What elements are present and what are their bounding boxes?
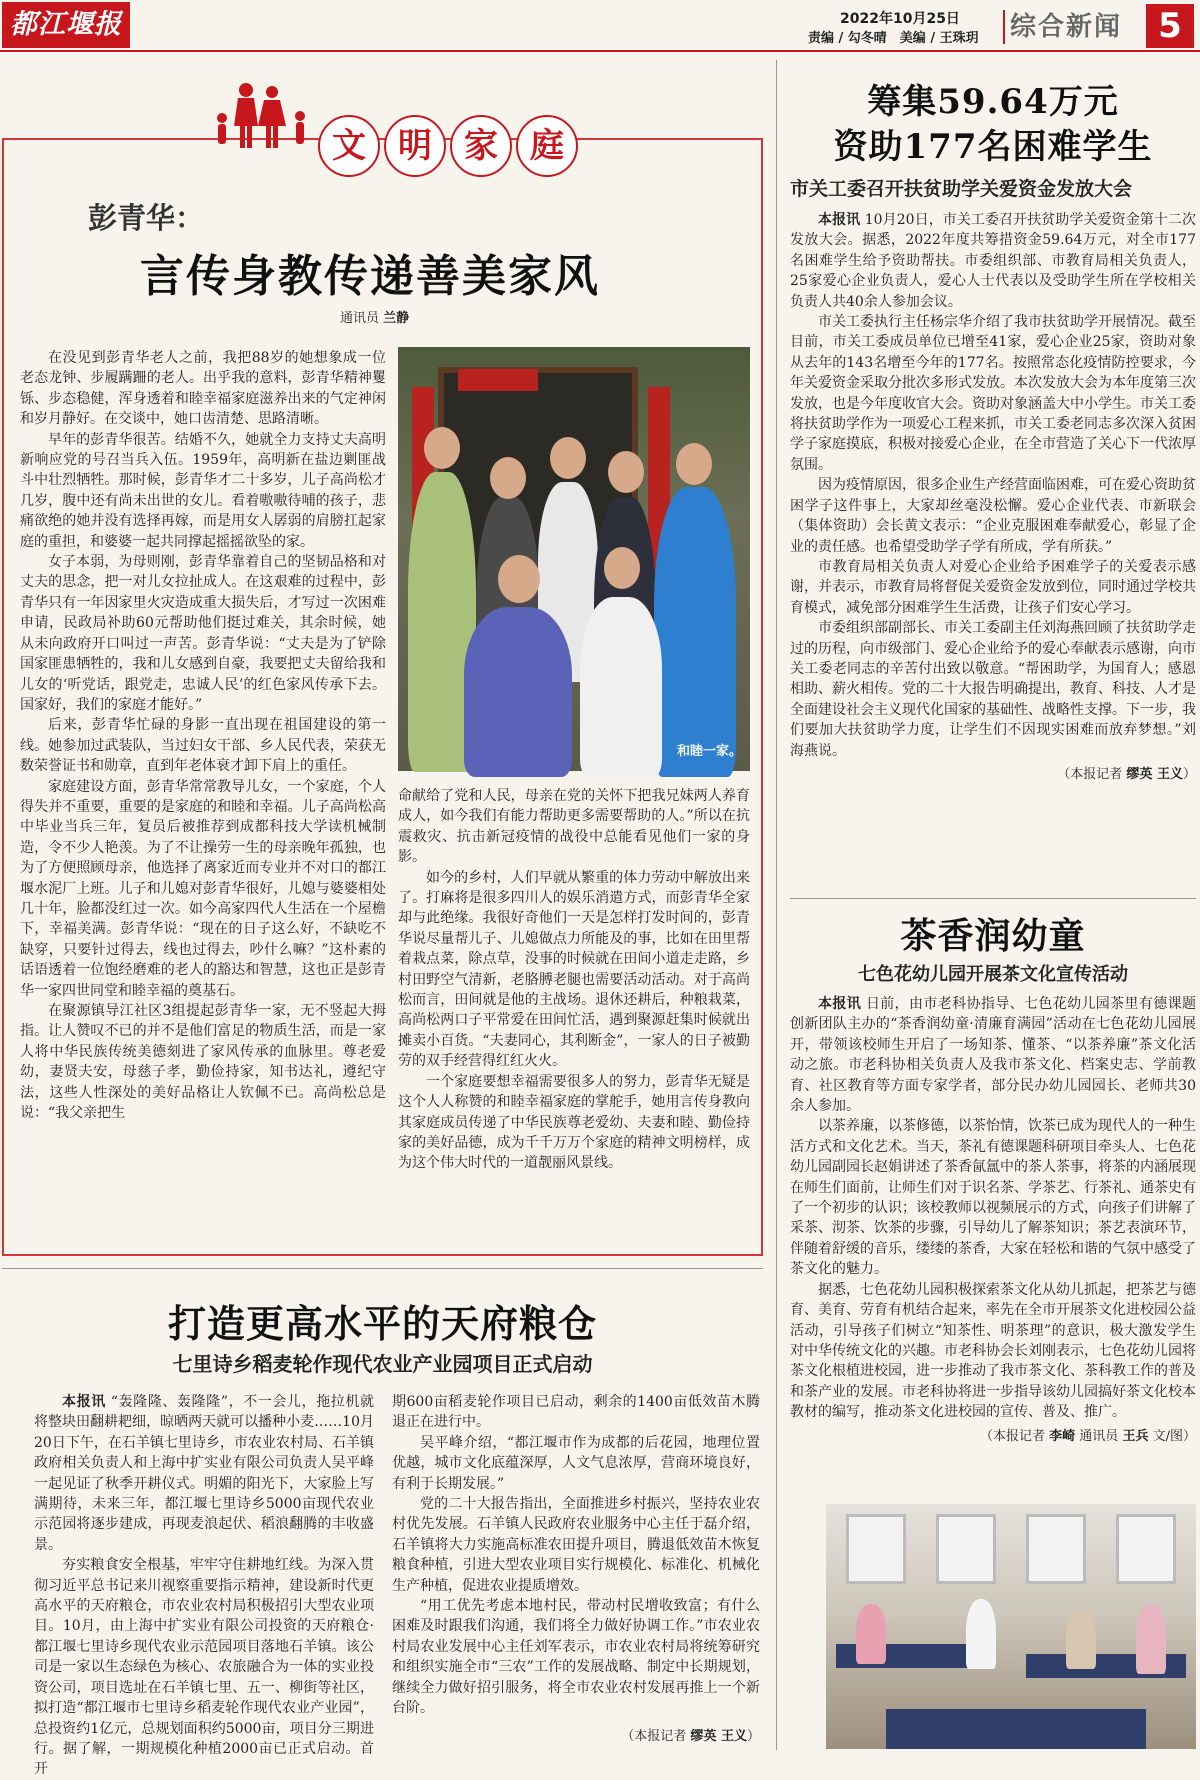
lead-tag: 本报讯 [62,1394,106,1410]
paragraph: 早年的彭青华很苦。结婚不久，她就全力支持丈夫高明新响应党的号召当兵入伍。1959年，高明新在盐边剿匪战斗中壮烈牺牲。那时候，彭青华才二十多岁，儿子高尚松才几岁，腹中还有尚未出世的女儿。看着嗷嗷待哺的孩子，悲痛欲绝的她并没有选择再嫁，而是用女人孱弱的肩膀扛起家庭的重担，和婆婆一起共同撑起摇摇欲坠的家。 [20,431,386,550]
section-divider [2,1268,763,1269]
paragraph: 家庭建设方面，彭青华常常教导儿女，一个家庭，个人得失并不重要，重要的是家庭的和睦和幸福。儿子高尚松高中毕业当兵三年，复员后被推荐到成都科技大学读机械制造，令不少人艳羡。为了不让操劳一生的母亲晚年孤独，也为了方便照顾母亲，他选择了离家近而专业并不对口的都江堰水泥厂上班。儿子和儿媳对彭青华很好，儿媳与婆婆相处几十年，脸都没红过一次。如今高家四代人生活在一个屋檐下，幸福美满。彭青华说：“现在的日子这么好，不缺吃不缺穿，只要针过得去，线也过得去，吵什么嘛？”这朴素的话语透着一位饱经磨难的老人的豁达和智慧，这也正是彭青华一家四世同堂和睦幸福的奠基石。 [20,778,386,999]
header-rule [0,50,1200,52]
photo-window [1026,1514,1086,1584]
feature-column-2 [398,786,750,1174]
story-funds [790,80,1196,782]
newspaper-logo: 都江堰报 [2,2,130,48]
paragraph: 10月20日，市关工委召开扶贫助学关爱资金第十二次发放大会。据悉，2022年度共筹措资金59.64万元，对全市177名困难学生给予资助帮扶。市委组织部、市教育局相关负责人，25家爱心企业负责人，爱心人士代表以及受助学生所在学校相关负责人共40余人参加会议。 [790,212,1197,310]
funds-body [790,210,1196,761]
photo-window [1116,1514,1176,1584]
masthead [0,0,1200,52]
paragraph: 因为疫情原因，很多企业生产经营面临困难，可在爱心资助贫困学子这件事上，大家却丝毫没松懈。爱心企业代表、市新联会（集体资助）会长黄文表示：“企业克服困难奉献爱心，彰显了企业的责任感。也希望受助学子学有所成，学有所获。” [790,477,1196,555]
paragraph: “轰隆隆、轰隆隆”，不一会儿，拖拉机就将整块田翻耕耙细，晾晒两天就可以播种小麦……10月20日下午，在石羊镇七里诗乡，市农业农村局、石羊镇政府相关负责人和上海中扩实业有限公司负责人吴平峰一起见证了秋季开耕仪式。明媚的阳光下，大家脸上写满期待，未来三年，都江堰七里诗乡5000亩现代农业示范园将逐步建成，再现麦浪起伏、稻浪翻腾的丰收盛景。 [34,1394,375,1553]
header-divider [1003,10,1005,44]
paragraph: 市关工委执行主任杨宗华介绍了我市扶贫助学开展情况。截至目前，市关工委成员单位已增至41家，爱心企业25家，资助对象从去年的143名增至今年的177名。按照常态化疫情防控要求，今年关爱资金采取分批次多形式发放。本次发放大会为本年度第三次发放，也是今年度收官大会。资助对象涵盖大中小学生。市关工委将扶贫助学作为一项爱心工程来抓，市关工委老同志多次深入贫困学子家庭摸底，积极对接爱心企业，在全市营造了关心下一代浓厚氛围。 [790,314,1196,473]
paragraph: 市教育局相关负责人对爱心企业给予困难学子的关爱表示感谢，并表示，市教育局将督促关爱资金发放到位，同时通过学校共育模式，减免部分困难学生生活费，让孩子们安心学习。 [790,558,1196,616]
feature-pre-title: 彭青华： [88,201,205,235]
grain-subtitle: 七里诗乡稻麦轮作现代农业产业园项目正式启动 [172,1352,593,1376]
photo-head [424,427,460,469]
photo-head [676,443,712,485]
photo-child [1136,1604,1166,1674]
funds-subtitle: 市关工委召开扶贫助学关爱资金发放大会 [790,178,1133,200]
photo-head [604,547,640,589]
tea-title: 茶香润幼童 [900,915,1086,957]
column-divider [790,898,1196,899]
paragraph: 在聚源镇导江社区3组提起彭青华一家，无不竖起大拇指。让人赞叹不已的并不是他们富足的物质生活，而是一家人将中华民族传统美德刻进了家风传承的血脉里。尊老爱幼，妻贤夫安，母慈子孝，勤俭持家，知书达礼，遵纪守法，这些人性深处的美好品格让人钦佩不已。高尚松总是说：“我父亲把生 [20,1003,386,1122]
issue-date: 2022年10月25日 [840,11,960,27]
funds-credit: （本报记者 缪英 王义） [1057,766,1196,782]
tea-activity-photo [826,1504,1196,1749]
photo-person [580,597,662,777]
photo-child [966,1599,996,1669]
grain-column-2 [392,1392,760,1747]
lead-tag: 本报讯 [818,996,862,1012]
family-photo [398,347,750,771]
paragraph: 日前，由市老科协指导、七色花幼儿园茶里有德课题创新团队主办的“茶香润幼童·清廉育满园”活动在七色花幼儿园展开，带领该校师生开启了一场知茶、懂茶、“以茶养廉”茶文化活动之旅。市老科协相关负责人及我市茶文化、档案史志、学前教育、社区教育等方面专家学者，部分民办幼儿园园长、老师共30余人参加。 [790,996,1197,1115]
photo-person [654,487,736,777]
page-number: 5 [1146,4,1194,48]
byline-role: 通讯员 [340,311,380,326]
paragraph: 后来，彭青华忙碌的身影一直出现在祖国建设的第一线。她参加过武装队，当过妇女干部、乡人民代表，荣获无数荣誉证书和勋章，直到年老体衰才卸下肩上的重任。 [20,717,386,775]
paragraph: 期600亩稻麦轮作项目已启动，剩余的1400亩低效苗木腾退正在进行中。 [392,1394,760,1431]
banner-char: 文 [318,115,380,177]
vertical-column-rule [776,60,777,1750]
photo-caption: 和睦一家。 [676,744,742,759]
photo-head [608,451,644,493]
paragraph: 市委组织部副部长、市关工委副主任刘海燕回顾了扶贫助学走过的历程，向市级部门、爱心企业给予的爱心奉献表示感谢，向市关工委老同志的辛苦付出致以敬意。“帮困助学，为国育人；感恩相助、薪火相传。党的二十大报告明确提出，教育、科技、人才是全面建设社会主义现代化国家的基础性、战略性支撑。下一步，我们要加大扶贫助学力度，让学生们不因现实困难而放弃梦想。”刘海燕说。 [790,620,1196,759]
paragraph: 党的二十大报告指出，全面推进乡村振兴，坚持农业农村优先发展。石羊镇人民政府农业服务中心主任于磊介绍，石羊镇将大力实施高标准农田提升项目，腾退低效苗木恢复粮食种植，引进大型农业项目实行规模化、标准化、机械化生产种植，促进农业提质增效。 [392,1496,760,1594]
grain-credit: （本报记者 缪英 王义） [621,1728,760,1744]
paragraph: “用工优先考虑本地村民，带动村民增收致富；有什么困难及时跟我们沟通，我们将全力做好协调工作。”市农业农村局农业发展中心主任刘军表示，市农业农村局将统筹研究和组织实施全市“三农”工作的发展战略、制定中长期规划，继续全力做好招引服务，将全市农业农村发展再推上一个新台阶。 [392,1598,760,1717]
feature-headline: 言传身教传递善美家风 [140,251,600,302]
editors-line: 责编 / 勾冬晴 美编 / 王珠玥 [808,31,979,46]
photo-head [490,457,526,499]
funds-title-line-2: 资助177名困难学生 [833,127,1153,167]
photo-window [846,1514,906,1584]
paragraph: 据悉，七色花幼儿园积极探索茶文化从幼儿抓起，把茶艺与德育、美育、劳育有机结合起来，率先在全市开展茶文化进校园公益活动，引导孩子们树立“知茶性、明茶理”的意识，极大激发学生对中华传统文化的兴趣。市老科协会长刘刚表示，七色花幼儿园将茶文化根植进校园，进一步推动了我市茶文化、茶科教工作的普及和茶产业的发展。市老科协将进一步指导该幼儿园搞好茶文化校本教材的编写，推动茶文化进校园的宣传、普及、推广。 [790,1281,1196,1421]
civilized-family-banner [318,115,578,177]
family-silhouette-icon [208,80,318,150]
paragraph: 命献给了党和人民，母亲在党的关怀下把我兄妹两人养育成人，如今我们有能力帮助更多需要帮助的人。”所以在抗震救灾、抗击新冠疫情的战役中总能看见他们一家的身影。 [398,788,750,866]
funds-title-line-1: 筹集59.64万元 [867,82,1119,122]
feature-column-1 [20,348,386,1123]
paragraph: 在没见到彭青华老人之前，我把88岁的她想象成一位老态龙钟、步履蹒跚的老人。出乎我的意料，彭青华精神矍铄、步态稳健，浑身透着和睦幸福家庭滋养出来的气定神闲和岁月静好。在交谈中，她口齿清楚、思路清晰。 [20,350,386,428]
tea-body [790,994,1196,1423]
photo-window [936,1514,996,1584]
photo-banner [458,369,538,391]
banner-char: 家 [450,115,512,177]
banner-char: 庭 [516,115,578,177]
story-grain [2,1300,763,1380]
section-name: 综合新闻 [1010,12,1123,42]
photo-head [550,437,586,479]
grain-column-1 [34,1392,374,1780]
photo-table [886,1709,1146,1749]
feature-byline [340,307,409,326]
grain-title: 打造更高水平的天府粮仓 [167,1301,597,1346]
story-tea [790,912,1196,1444]
banner-char: 明 [384,115,446,177]
photo-head [498,555,540,603]
photo-child [856,1604,886,1664]
paragraph: 一个家庭要想幸福需要很多人的努力，彭青华无疑是这个人人称赞的和睦幸福家庭的掌舵手，她用言传身教向其家庭成员传递了中华民族尊老爱幼、夫妻和睦、勤俭持家的美好品德，成为千千万万个家庭的精神文明榜样，成为这个伟大时代的一道靓丽风景线。 [398,1073,750,1172]
paragraph: 如今的乡村，人们早就从繁重的体力劳动中解放出来了。打麻将是很多四川人的娱乐消遣方式，而彭青华全家却与此绝缘。我很好奇他们一天是怎样打发时间的，彭青华说尽量帮儿子、儿媳做点力所能及的事，比如在田里帮着栽点菜，除点草，没事的时候就在田间小道走走路，乡村田野空气清新，老胳膊老腿也需要活动活动。对于高尚松而言，田间就是他的主战场。退休还耕后，种粮栽菜，高尚松两口子平常爱在田间忙活，遇到聚源赶集时候就出摊卖小百货。“夫妻同心，其利断金”，一家人的日子被勤劳的双手经营得红红火火。 [398,869,750,1070]
paragraph: 以茶养廉，以茶修德，以茶怡情，饮茶已成为现代人的一种生活方式和文化艺术。当天，茶礼有德课题科研项目牵头人、七色花幼儿园副园长赵娟讲述了茶香氤氲中的茶人茶事，将茶的内涵展现在师生们面前，让师生们对于识名茶、学茶艺、行茶礼、通茶史有了一个初步的认识；该校教师以视频展示的方式，向孩子们讲解了采茶、沏茶、饮茶的步骤，引导幼儿了解茶知识；茶艺表演环节，伴随着舒缓的音乐，缕缕的茶香，大家在轻松和谐的气氛中感受了茶文化的魅力。 [790,1118,1196,1278]
photo-person [464,607,572,777]
tea-credit: （本报记者 李崎 通讯员 王兵 文/图） [979,1428,1196,1444]
lead-tag: 本报讯 [818,212,861,228]
paragraph: 女子本弱，为母则刚，彭青华靠着自己的坚韧品格和对丈夫的思念，把一对儿女拉扯成人。在这艰难的过程中，彭青华只有一年因家里火灾造成重大损失后，才写过一次困难申请，民政局补助60元帮助他们挺过难关，其余时候，她从未向政府开口叫过一声苦。彭青华说：“丈夫是为了铲除国家匪患牺牲的，我和儿女感到自豪，我要把丈夫留给我和儿女的‘听党话，跟党走，忠诚人民’的红色家风传承下去。国家好，我们的家庭才能好。” [20,554,386,713]
byline-name: 兰静 [383,311,410,326]
paragraph: 吴平峰介绍，“都江堰市作为成都的后花园，地理位置优越，城市文化底蕴深厚，人文气息浓厚，营商环境良好，有利于长期发展。” [392,1434,760,1492]
tea-subtitle: 七色花幼儿园开展茶文化宣传活动 [858,964,1128,985]
paragraph: 夯实粮食安全根基，牢牢守住耕地红线。为深入贯彻习近平总书记来川视察重要指示精神，建设新时代更高水平的天府粮仓，市农业农村局积极招引大型农业项目。10月，由上海中扩实业有限公司投资的天府粮仓·都江堰七里诗乡现代农业示范园项目落地石羊镇。该公司是一家以生态绿色为核心、农旅融合为一体的实业投资公司，项目选址在石羊镇七里、五一、柳街等社区，拟打造“都江堰市七里诗乡稻麦轮作现代农业产业园”，总投资约1亿元，总规划面积约5000亩，项目分三期进行。据了解，一期规模化种植2000亩已正式启动。首开 [34,1557,374,1778]
photo-child [1066,1609,1096,1669]
